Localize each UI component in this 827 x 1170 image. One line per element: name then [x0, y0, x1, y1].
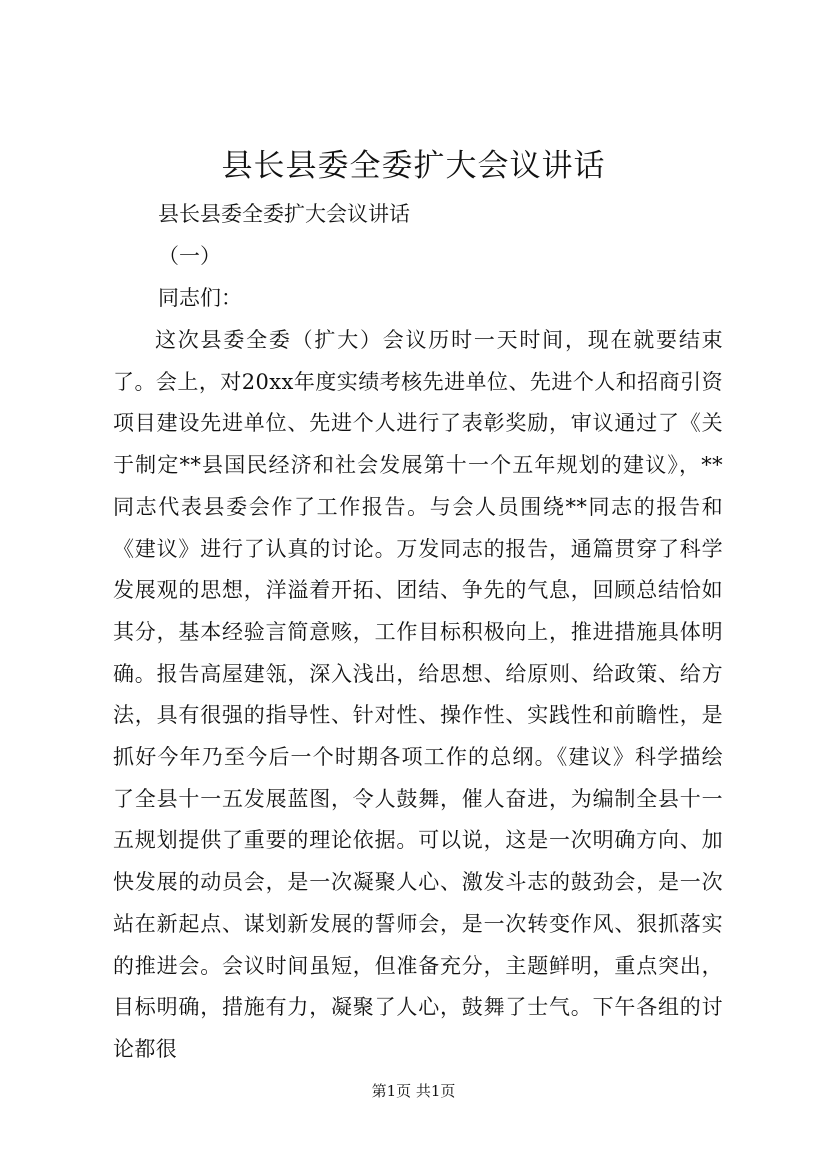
salutation: 同志们：	[158, 286, 242, 310]
document-subtitle: 县长县委全委扩大会议讲话	[158, 202, 410, 226]
section-number: （一）	[158, 244, 221, 268]
body-paragraph: 这次县委全委（扩大）会议历时一天时间，现在就要结束了。会上，对20xx年度实绩考核先进单位、先进个人和招商引资项目建设先进单位、先进个人进行了表彰奖励，审议通过了《关于制定**县国民经济和社会发展第十一个五年规划的建议》，**同志代表县委会作了工作报告。与会人员围绕**同志的报告和《建议》进行了认真的讨论。万发同志的报告，通篇贯穿了科学发展观的思想，洋溢着开拓、团结、争先的气息，回顾总结恰如其分，基本经验言简意赅，工作目标积极向上，推进措施具体明确。报告高屋建瓴，深入浅出，给思想、给原则、给政策、给方法，具有很强的指导性、针对性、操作性、实践性和前瞻性，是抓好今年乃至今后一个时期各项工作的总纲。《建议》科学描绘了全县十一五发展蓝图，令人鼓舞，催人奋进，为编制全县十一五规划提供了重要的理论依据。可以说，这是一次明确方向、加快发展的动员会，是一次凝聚人心、激发斗志的鼓劲会，是一次站在新起点、谋划新发展的誓师会，是一次转变作风、狠抓落实的推进会。会议时间虽短，但准备充分，主题鲜明，重点突出，目标明确，措施有力，凝聚了人心，鼓舞了士气。下午各组的讨论都很	[113, 328, 723, 1061]
page-footer: 第1页 共1页	[371, 1082, 456, 1100]
document-title: 县长县委全委扩大会议讲话	[221, 148, 606, 184]
